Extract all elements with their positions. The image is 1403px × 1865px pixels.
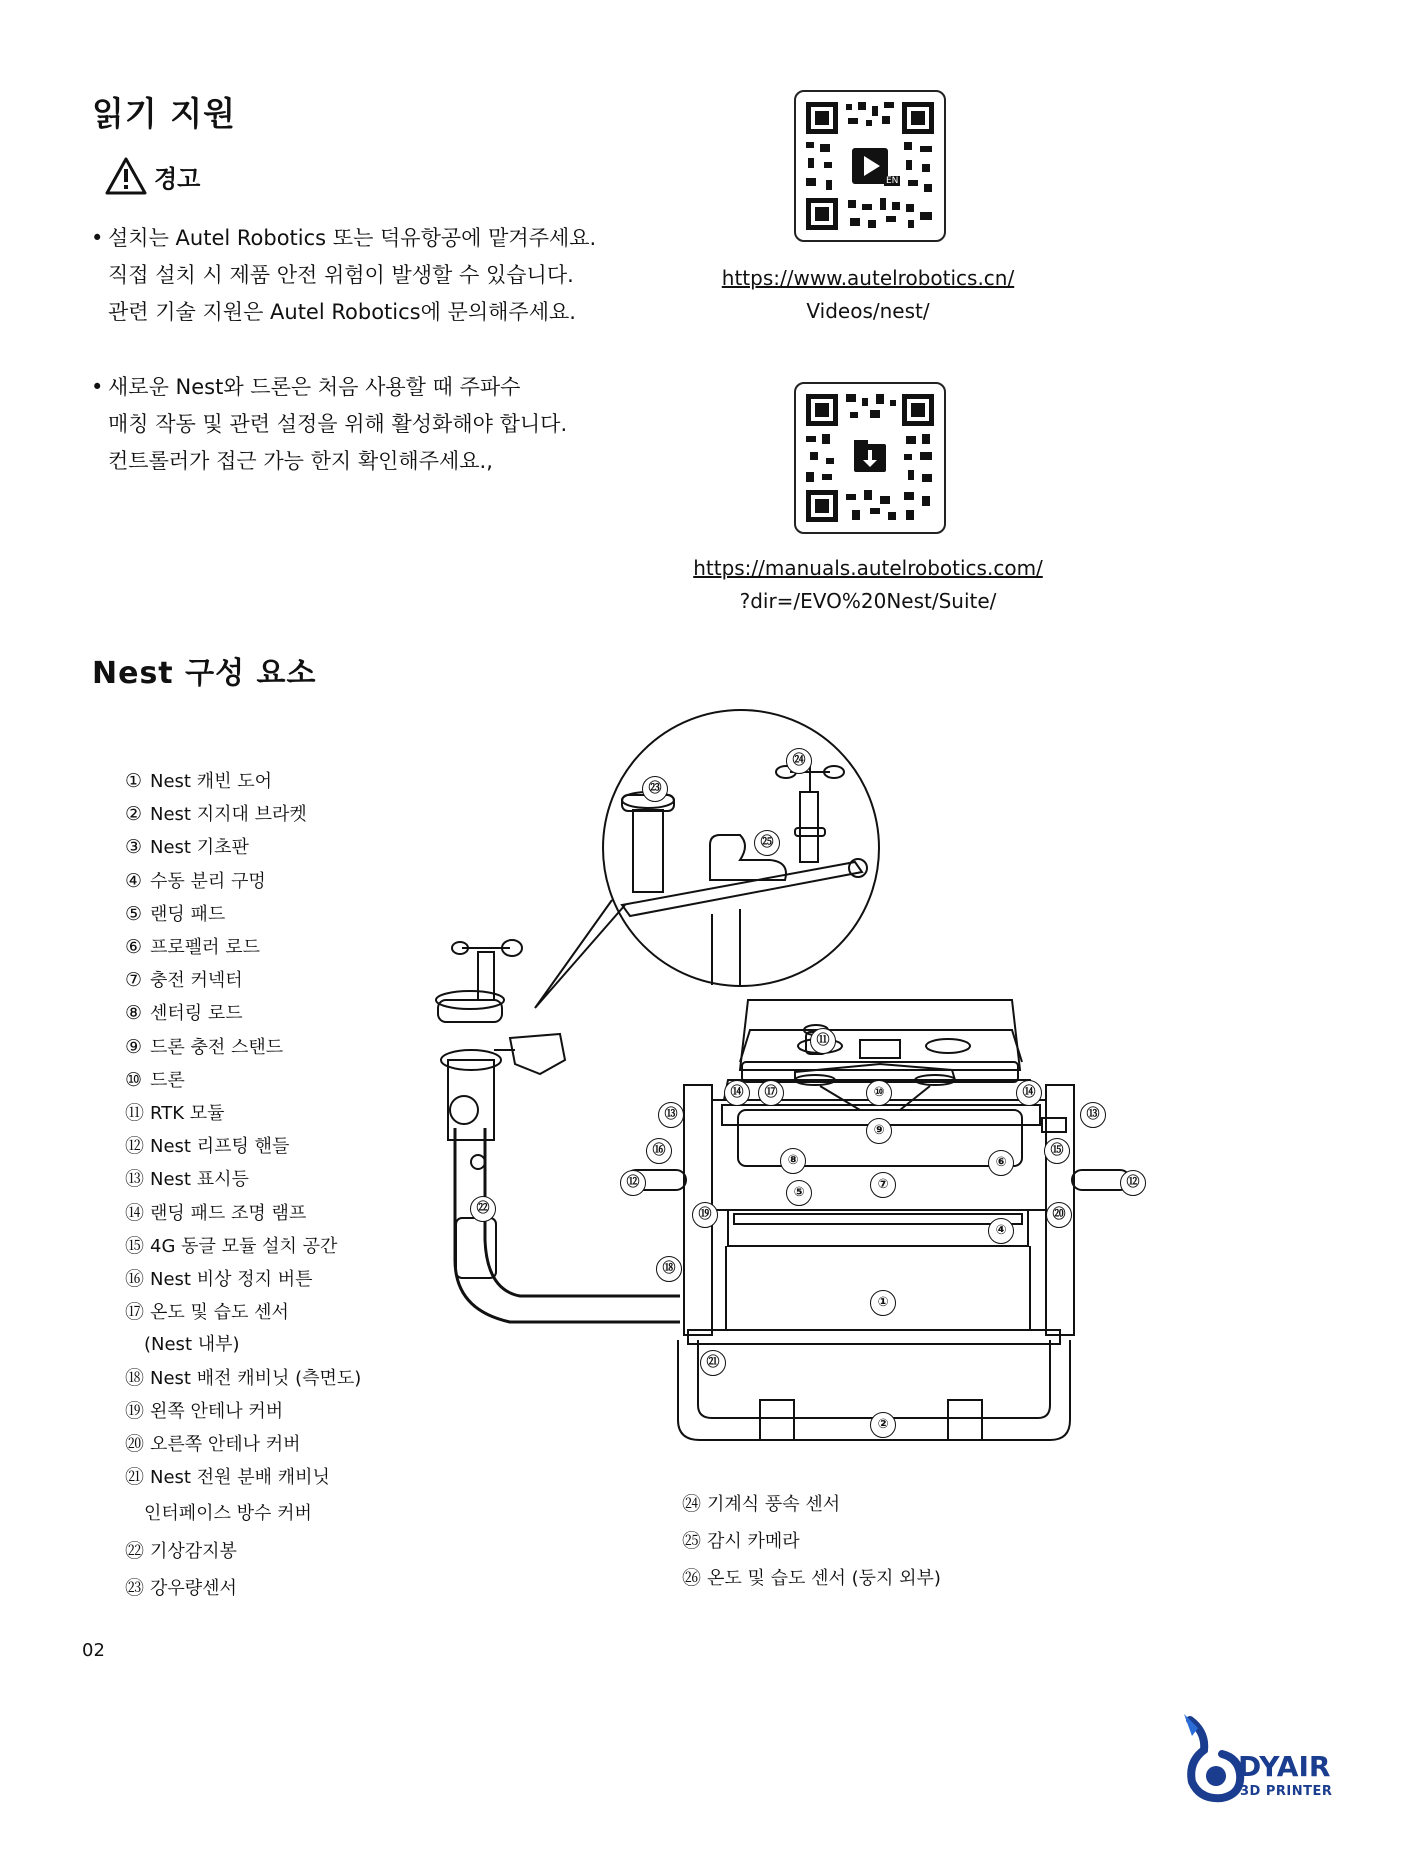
list-item: ⑯ Nest 비상 정지 버튼: [125, 1268, 313, 1291]
paragraph-line: 직접 설치 시 제품 안전 위험이 발생할 수 있습니다.: [108, 263, 574, 287]
list-item: ⑲ 왼쪽 안테나 커버: [125, 1399, 284, 1422]
list-item: ① Nest 캐빈 도어: [125, 770, 272, 792]
callout-9: ⑨: [866, 1118, 892, 1144]
callout-19: ⑲: [692, 1202, 718, 1228]
callout-2: ②: [870, 1412, 896, 1438]
paragraph-line: 새로운 Nest와 드론은 처음 사용할 때 주파수: [108, 375, 521, 399]
paragraph-line: 매칭 작동 및 관련 설정을 위해 활성화해야 합니다.: [108, 412, 568, 436]
list-item: ㉒ 기상감지봉: [125, 1539, 237, 1562]
list-item: ⑥ 프로펠러 로드: [125, 936, 261, 959]
bullet: •: [91, 226, 104, 250]
list-item: ⑤ 랜딩 패드: [125, 902, 226, 925]
list-item: ⑱ Nest 배전 캐비닛 (측면도): [125, 1366, 362, 1389]
list-item: ⑳ 오른쪽 안테나 커버: [125, 1433, 301, 1456]
url-line[interactable]: https://www.autelrobotics.cn/: [721, 266, 1015, 290]
callout-11: ⑪: [810, 1028, 836, 1054]
callout-4: ④: [988, 1218, 1014, 1244]
callout-14b: ⑭: [1016, 1080, 1042, 1106]
list-item: ⑬ Nest 표시등: [125, 1168, 249, 1191]
callout-6: ⑥: [988, 1150, 1014, 1176]
list-item: ㉔ 기계식 풍속 센서: [682, 1493, 841, 1515]
callout-25: ㉕: [754, 830, 780, 856]
dyair-logo-icon: [1176, 1710, 1246, 1806]
paragraph-line: 관련 기술 지원은 Autel Robotics에 문의해주세요.: [108, 300, 576, 324]
callout-16: ⑯: [646, 1138, 672, 1164]
paragraph-line: 컨트롤러가 접근 가능 한지 확인해주세요.,: [108, 449, 493, 473]
list-item: ⑫ Nest 리프팅 핸들: [125, 1135, 290, 1158]
paragraph-line: 설치는 Autel Robotics 또는 덕유항공에 맡겨주세요.: [108, 226, 597, 250]
bullet: •: [91, 375, 104, 399]
url-line: ?dir=/EVO%20Nest/Suite/: [739, 589, 997, 613]
list-item: 인터페이스 방수 커버: [144, 1503, 312, 1525]
callout-23: ㉓: [642, 776, 668, 802]
url-line[interactable]: https://manuals.autelrobotics.com/: [693, 556, 1043, 580]
list-item: ⑭ 랜딩 패드 조명 램프: [125, 1201, 307, 1224]
list-item: ⑦ 충전 커넥터: [125, 969, 243, 992]
callout-13b: ⑬: [1080, 1102, 1106, 1128]
callout-22: ㉒: [470, 1196, 496, 1222]
logo-sub: 3D PRINTER: [1240, 1784, 1333, 1799]
list-item: ⑮ 4G 동글 모듈 설치 공간: [125, 1234, 338, 1257]
list-item: ⑰ 온도 및 습도 센서: [125, 1301, 289, 1324]
section-title-reading-support: 읽기 지원: [92, 94, 237, 133]
dyair-logo: [1176, 1710, 1356, 1814]
callout-12b: ⑫: [1120, 1170, 1146, 1196]
callout-7: ⑦: [870, 1172, 896, 1198]
callout-18: ⑱: [656, 1256, 682, 1282]
page-number: 02: [82, 1640, 105, 1661]
callout-1: ①: [870, 1290, 896, 1316]
list-item: ⑧ 센터링 로드: [125, 1002, 243, 1025]
callout-12a: ⑫: [620, 1170, 646, 1196]
callout-24: ㉔: [786, 748, 812, 774]
list-item: (Nest 내부): [144, 1334, 240, 1356]
callout-8: ⑧: [780, 1148, 806, 1174]
list-item: ③ Nest 기초판: [125, 836, 249, 859]
callout-15: ⑮: [1044, 1138, 1070, 1164]
callout-13a: ⑬: [658, 1102, 684, 1128]
section-title-nest-components: Nest 구성 요소: [92, 656, 317, 691]
en-badge: EN: [886, 176, 899, 186]
callout-5: ⑤: [786, 1180, 812, 1206]
warning-label: 경고: [154, 164, 201, 193]
url-line: Videos/nest/: [806, 299, 930, 323]
list-item: ㉓ 강우량센서: [125, 1576, 237, 1599]
callout-20: ⑳: [1046, 1202, 1072, 1228]
list-item: ② Nest 지지대 브라켓: [125, 803, 307, 826]
callout-14a: ⑭: [724, 1080, 750, 1106]
list-item: ⑪ RTK 모듈: [125, 1102, 225, 1125]
list-item: ㉑ Nest 전원 분배 캐비닛: [125, 1466, 330, 1489]
list-item: ⑨ 드론 충전 스탠드: [125, 1035, 284, 1058]
list-item: ⑩ 드론: [125, 1068, 185, 1091]
callout-10: ⑩: [866, 1080, 892, 1106]
callout-17: ⑰: [758, 1080, 784, 1106]
list-item: ㉕ 감시 카메라: [682, 1530, 800, 1552]
callout-21: ㉑: [700, 1350, 726, 1376]
list-item: ㉖ 온도 및 습도 센서 (둥지 외부): [682, 1567, 941, 1589]
logo-name: DYAIR: [1238, 1750, 1331, 1783]
list-item: ④ 수동 분리 구멍: [125, 869, 266, 892]
